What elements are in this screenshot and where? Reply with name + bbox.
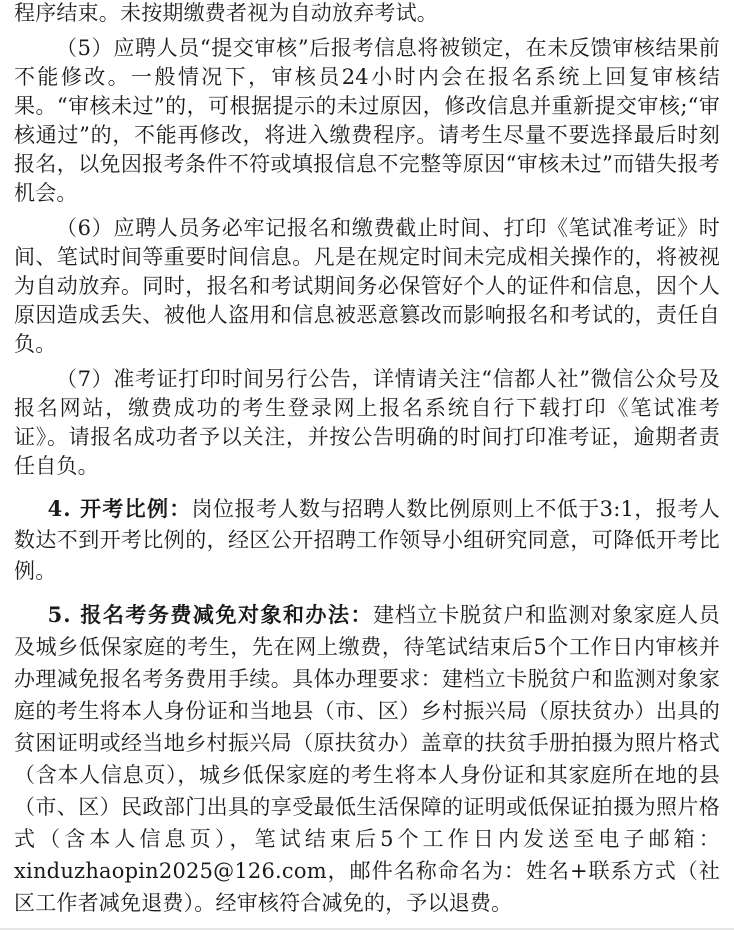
paragraph-intro-tail: 程序结束。未按期缴费者视为自动放弃考试。 bbox=[14, 1, 438, 25]
section-4-body: 岗位报考人数与招聘人数比例原则上不低于3:1，报考人数达不到开考比例的，经区公开招聘工作领导小组研究同意，可降低开考比例。 bbox=[14, 497, 721, 583]
section-4-paragraph bbox=[14, 493, 720, 587]
section-4-heading: 4. 开考比例： bbox=[47, 496, 192, 521]
section-5-paragraph bbox=[14, 599, 720, 919]
paragraph-item-6: （6）应聘人员务必牢记报名和缴费截止时间、打印《笔试准考证》时间、笔试时间等重要时间信息。凡是在规定时间未完成相关操作的，将被视为自动放弃。同时，报名和考试期间务必保管好个人的证件和信息，因个人原因造成丢失、被他人盗用和信息被恶意篡改而影响报名和考试的，责任自负。 bbox=[14, 216, 720, 356]
paragraph-item-5: （5）应聘人员“提交审核”后报考信息将被锁定，在未反馈审核结果前不能修改。一般情况下，审核员24小时内会在报名系统上回复审核结果。“审核未过”的，可根据提示的未过原因，修改信息并重新提交审核;“审核通过”的，不能再修改，将进入缴费程序。请考生尽量不要选择最后时刻报名，以免因报考条件不符或填报信息不完整等原因“审核未过”而错失报考机会。 bbox=[14, 36, 720, 205]
section-5-heading: 5. 报名考务费减免对象和办法： bbox=[47, 602, 374, 627]
paragraph-item-7: （7）准考证打印时间另行公告，详情请关注“信都人社”微信公众号及报名网站，缴费成功的考生登录网上报名系统自行下载打印《笔试准考证》。请报名成功者予以关注，并按公告明确的时间打印准考证，逾期者责任自负。 bbox=[14, 367, 720, 478]
section-5-body: 建档立卡脱贫户和监测对象家庭人员及城乡低保家庭的考生，先在网上缴费，待笔试结束后5个工作日内审核并办理减免报名考务费用手续。具体办理要求：建档立卡脱贫户和监测对象家庭的考生将本人身份证和当地县（市、区）乡村振兴局（原扶贫办）出具的贫困证明或经当地乡村振兴局（原扶贫办）盖章的扶贫手册拍摄为照片格式（含本人信息页），城乡低保家庭的考生将本人身份证和其家庭所在地的县（市、区）民政部门出具的享受最低生活保障的证明或低保证拍摄为照片格式（含本人信息页），笔试结束后5个工作日内发送至电子邮箱：xinduzhaopin2025@126.com，邮件名称命名为：姓名+联系方式（社区工作者减免退费）。经审核符合减免的，予以退费。 bbox=[14, 603, 721, 915]
document-body bbox=[14, 0, 720, 919]
